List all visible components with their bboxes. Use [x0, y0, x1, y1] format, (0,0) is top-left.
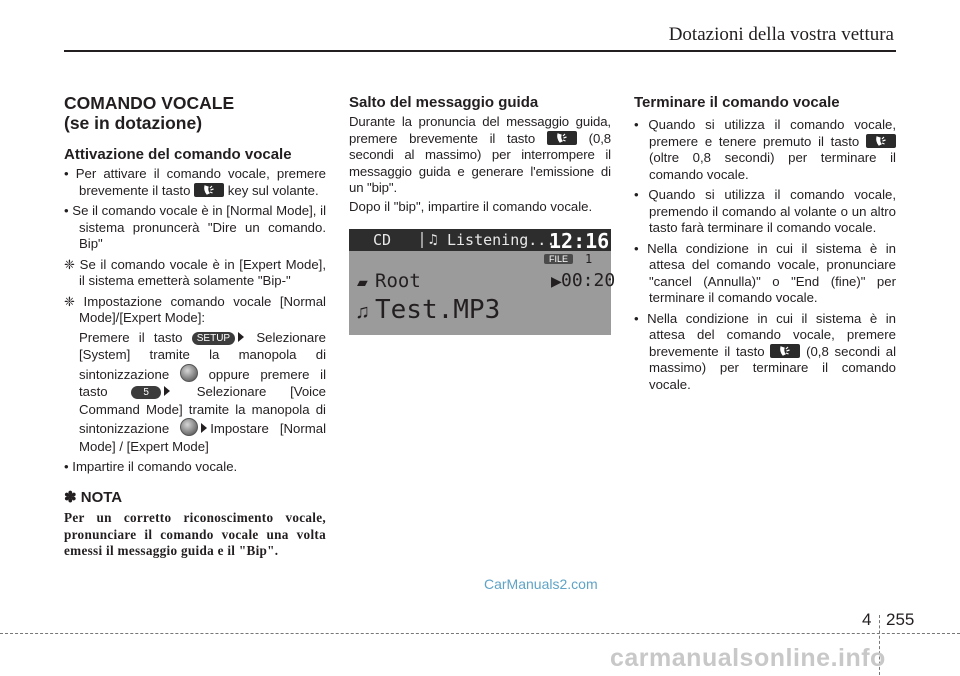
- chapter-number: 4: [862, 610, 872, 629]
- audio-display-screenshot: [349, 229, 616, 335]
- play-icon: ▶: [551, 273, 562, 289]
- bullet-give-command: • Impartire il comando vocale.: [64, 459, 238, 474]
- voice-button-icon: [770, 344, 800, 358]
- setting-steps: Premere il tasto SETUP Selezionare [System] tramite la manopola di sintonizzazione oppure premere il tasto 5 Selezionare [Voice Command Mode] tramite la manopola di sintonizzazione Impostare [Normal Mode] / [Expert Mode]: [79, 329, 327, 454]
- setup-key-icon: SETUP: [192, 332, 235, 345]
- track-name: Test.MP3: [375, 295, 501, 325]
- clock: 12:16: [549, 229, 610, 253]
- arrow-right-icon: [238, 332, 244, 342]
- elapsed-time: 00:20: [561, 270, 616, 291]
- bullet-mode-setting: ❈ Impostazione comando vocale [Normal Mode]/[Expert Mode]:: [64, 293, 326, 325]
- voice-button-icon: [866, 134, 896, 148]
- tune-knob-icon: [180, 418, 198, 436]
- section-title-sub: (se in dotazione): [64, 113, 203, 133]
- header-rule: [64, 50, 896, 52]
- subsection-title: Salto del messaggio guida: [349, 94, 539, 111]
- after-beep-paragraph: Dopo il "bip", impartire il comando vocale.: [349, 198, 593, 214]
- note-text: Per un corretto riconoscimento vocale, pronunciare il comando vocale una volta emessi il messaggio guida e il "Bip".: [64, 510, 326, 558]
- voice-button-icon: [547, 131, 577, 145]
- column-left: [64, 94, 326, 562]
- page-number: 255: [886, 610, 915, 629]
- bottom-watermark: carmanualsonline.info: [610, 644, 886, 672]
- column-right: [634, 94, 896, 397]
- file-number: 1: [585, 252, 593, 266]
- voice-status-icon: ♫: [429, 232, 438, 248]
- display-status-bar: [349, 229, 611, 251]
- subsection-title: Terminare il comando vocale: [634, 94, 840, 111]
- folder-icon: ▰: [357, 274, 368, 290]
- site-watermark: CarManuals2.com: [484, 576, 598, 592]
- section-title: COMANDO VOCALE: [64, 93, 235, 113]
- arrow-right-icon: [201, 423, 207, 433]
- subsection-title: Attivazione del comando vocale: [64, 146, 292, 163]
- skip-paragraph: Durante la pronuncia del messaggio guida, premere brevemente il tasto (0,8 secondi al massimo) per interrompere il messaggio guida e generare l'emissione di un "bip".: [349, 114, 611, 195]
- footer-rule: [0, 633, 960, 634]
- source-label: CD: [373, 231, 392, 249]
- column-middle: [349, 94, 611, 217]
- music-note-icon: ♫: [355, 301, 370, 323]
- key-5-icon: 5: [131, 386, 161, 399]
- separator: [421, 232, 423, 248]
- arrow-right-icon: [164, 386, 170, 396]
- bullet-say-cancel: • Nella condizione in cui il sistema è in attesa del comando vocale, pronunciare "cancel (Annulla)" o "End (fine)" per terminare il comando vocale.: [634, 240, 896, 305]
- bullet-expert-mode: ❈ Se il comando vocale è in [Expert Mode], il sistema emetterà solamente "Bip-": [64, 256, 326, 288]
- bullet-activate: • Per attivare il comando vocale, premere brevemente il tasto key sul volante.: [64, 166, 326, 198]
- bullet-short-press: • Nella condizione in cui il sistema è in attesa del comando vocale, premere brevemente il tasto (0,8 secondi al massimo) per terminare il comando vocale.: [634, 310, 896, 392]
- running-header: Dotazioni della vostra vettura: [668, 24, 894, 45]
- bullet-normal-mode: • Se il comando vocale è in [Normal Mode], il sistema pronuncerà "Dire un comando. Bip": [64, 203, 326, 251]
- file-badge: FILE: [544, 254, 573, 264]
- bullet-hold-key: • Quando si utilizza il comando vocale, premere e tenere premuto il tasto (oltre 0,8 secondi) per terminare il comando vocale.: [634, 117, 896, 182]
- note-title: ✽ NOTA: [64, 488, 123, 506]
- voice-button-icon: [194, 183, 224, 197]
- bullet-other-key: • Quando si utilizza il comando vocale, premendo il comando al volante o un altro tasto farà terminare il comando vocale.: [634, 187, 896, 235]
- folder-name: Root: [375, 270, 421, 292]
- status-label: Listening...: [447, 231, 556, 249]
- tune-knob-icon: [180, 364, 198, 382]
